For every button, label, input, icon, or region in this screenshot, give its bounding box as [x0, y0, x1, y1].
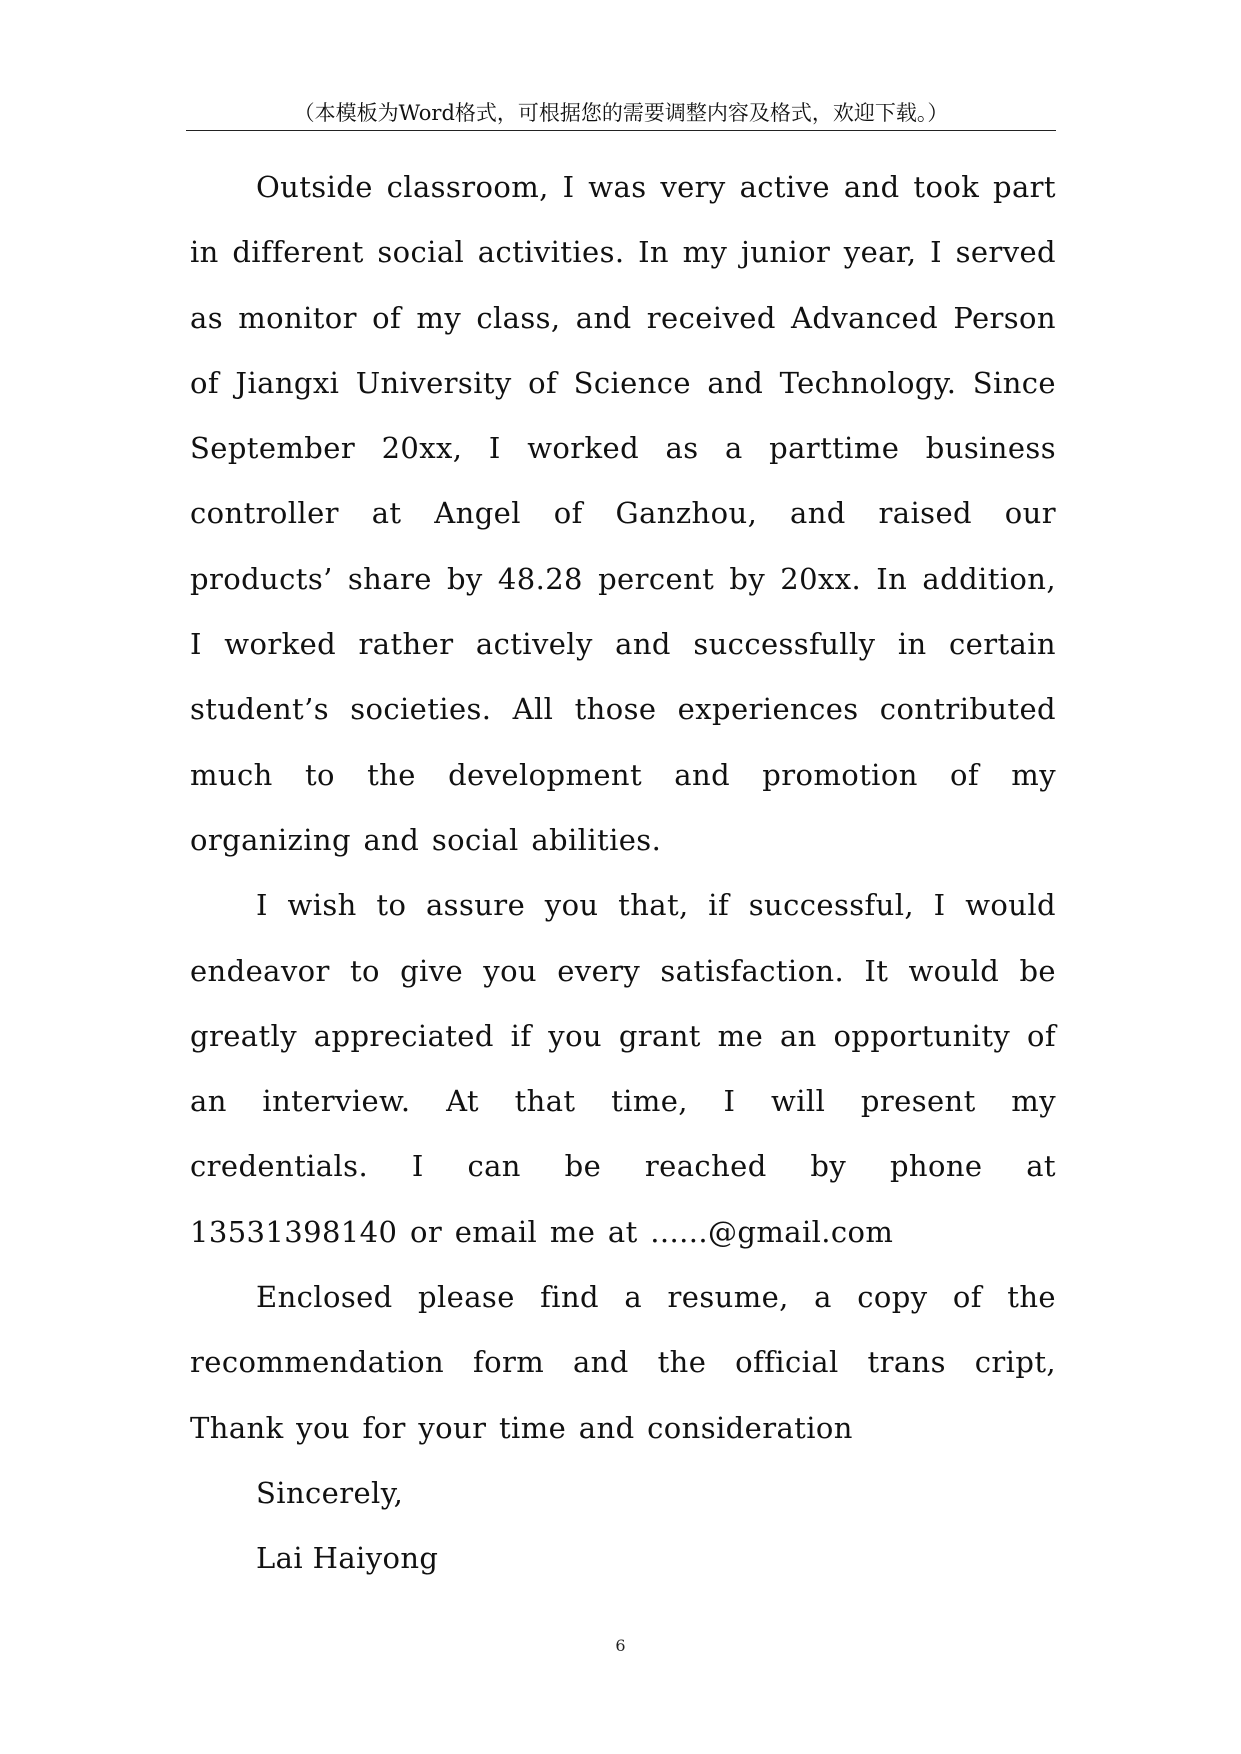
paragraph-enclosures: Enclosed please find a resume, a copy of the recommendation form and the official trans cript, Thank you for your time and consideration: [190, 1280, 1056, 1445]
signature-name: Lai Haiyong: [256, 1541, 439, 1576]
letter-body: [190, 155, 1056, 1592]
closing-salutation: Sincerely,: [256, 1475, 404, 1510]
paragraph-activities: Outside classroom, I was very active and took part in different social activities. In my junior year, I served as monitor of my class, and received Advanced Person of Jiangxi University of Science and Technology. Since September 20xx, I worked as a parttime business controller at Angel of Ganzhou, and raised our products’ share by 48.28 percent by 20xx. In addition, I worked rather actively and successfully in certain student’s societies. All those experiences contributed much to the development and promotion of my organizing and social abilities.: [190, 170, 1056, 857]
page-number: 6: [615, 1636, 626, 1655]
page-header: （本模板为Word格式，可根据您的需要调整内容及格式，欢迎下载。）: [293, 101, 949, 125]
header-divider: [186, 130, 1056, 131]
paragraph-interview-request: I wish to assure you that, if successful, I would endeavor to give you every satisfaction. It would be greatly appreciated if you grant me an opportunity of an interview. At that time, I will present my credentials. I can be reached by phone at 13531398140 or email me at ......@gmail.com: [190, 888, 1056, 1249]
